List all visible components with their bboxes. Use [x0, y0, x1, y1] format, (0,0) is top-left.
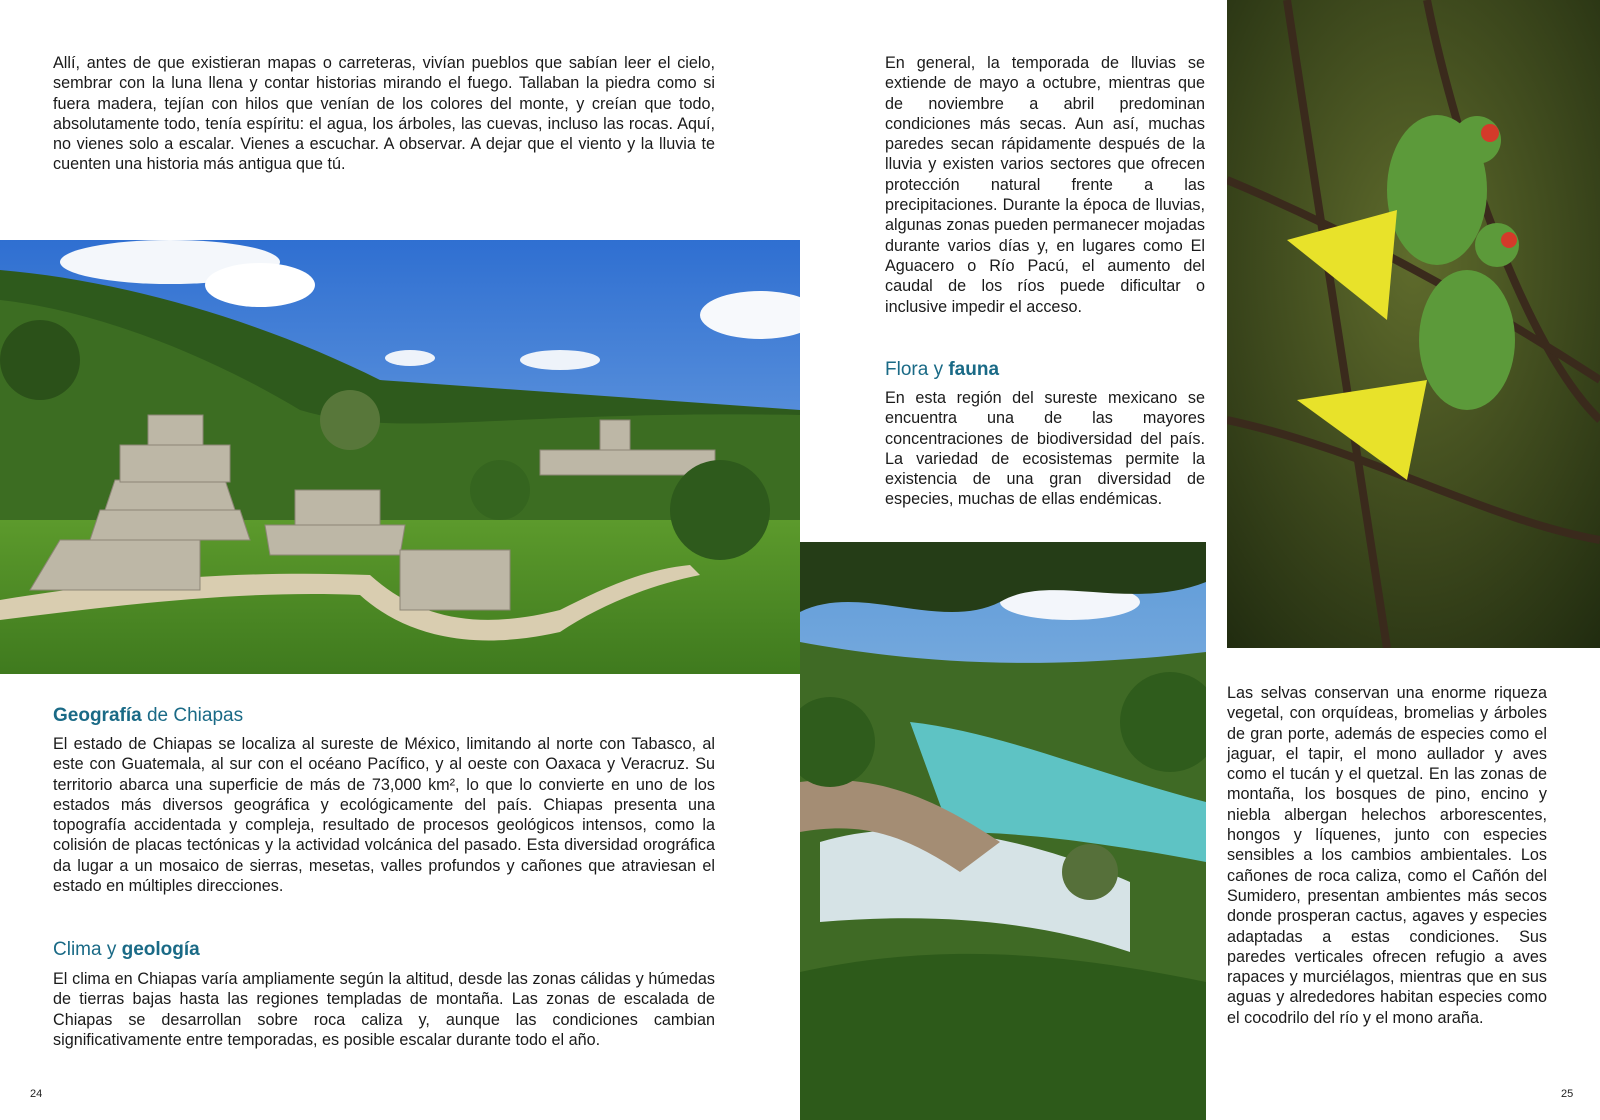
selvas-paragraph: Las selvas conservan una enorme riqueza vegetal, con orquídeas, bromelias y árboles de gran porte, además de especies como el jaguar, el tapir, el mono aullador y aves como el tucán y el quetzal. En las zonas de montaña, los bosques de pino, encino y niebla albergan helechos arborescentes, hongos y líquenes, junto con especies sensibles a los cambios ambientales. Los cañones de roca caliza, como el Cañón del Sumidero, presentan ambientes más secos donde prosperan cactus, agaves y especies adaptadas a estas condiciones. Sus paredes verticales ofrecen refugio a aves rapaces y murciélagos, mientras que en sus aguas y alrededores habitan especies como el cocodrilo del río y el mono araña. — [1227, 684, 1547, 1027]
geografia-heading: Geografía de Chiapas — [53, 705, 244, 726]
geografia-paragraph: El estado de Chiapas se localiza al sureste de México, limitando al norte con Tabasco, al este con Guatemala, al sur con el océano Pacífico, y al oeste con Oaxaca y Veracruz. Su territorio abarca una superficie de más de 73,000 km², lo que lo convierte en uno de los estados más diversos geográfica y ecológicamente del país. Chiapas presenta una topografía accidentada y compleja, resultado de procesos geológicos intensos, como la colisión de placas tectónicas y la actividad volcánica del pasado. Esta diversidad orográfica da lugar a un mosaico de sierras, mesetas, valles profundos y cañones que atraviesan el estado en múltiples direcciones. — [53, 735, 715, 896]
clima-heading: Clima y geología — [53, 939, 200, 960]
palenque-ruins-photo — [0, 240, 800, 674]
flora-paragraph: En esta región del sureste mexicano se encuentra una de las mayores concentraciones de biodiversidad del país. La variedad de ecosistemas permite la existencia de una gran diversidad de especies, muchas de ellas endémicas. — [885, 389, 1205, 509]
flora-heading: Flora y fauna — [885, 359, 1000, 380]
page-number-right: 25 — [1561, 1088, 1574, 1100]
lluvias-paragraph: En general, la temporada de lluvias se extiende de mayo a octubre, mientras que de noviembre a abril predominan condiciones más secas. Aun así, muchas paredes secan rápidamente después de la lluvia y existen varios sectores que ofrecen protección natural frente a las precipitaciones. Durante la época de lluvias, algunas zonas pueden permanecer mojadas durante varios días y, en lugares como El Aguacero o Río Pacú, el aumento del caudal de los ríos puede dificultar o inclusive impedir el acceso. — [885, 54, 1205, 316]
waterfalls-photo — [800, 542, 1206, 1120]
intro-paragraph: Allí, antes de que existieran mapas o carreteras, vivían pueblos que sabían leer el cielo, sembrar con la luna llena y contar historias mirando el fuego. Tallaban la piedra como si fuera madera, tejían con hilos que venían de los colores del monte, y creían que todo, absolutamente todo, tenía espíritu: el agua, los árboles, las cuevas, incluso las rocas. Aquí, no vienes solo a escalar. Vienes a escuchar. A observar. A dejar que el viento y la lluvia te cuenten una historia más antigua que tú. — [53, 54, 715, 174]
parrots-photo — [1227, 0, 1600, 648]
page-number-left: 24 — [30, 1088, 43, 1100]
clima-paragraph: El clima en Chiapas varía ampliamente según la altitud, desde las zonas cálidas y húmedas de tierras bajas hasta las regiones templadas de montaña. Las zonas de escalada de Chiapas se desarrollan sobre roca caliza y, aunque las condiciones cambian significativamente entre temporadas, es posible escalar durante todo el año. — [53, 970, 715, 1049]
